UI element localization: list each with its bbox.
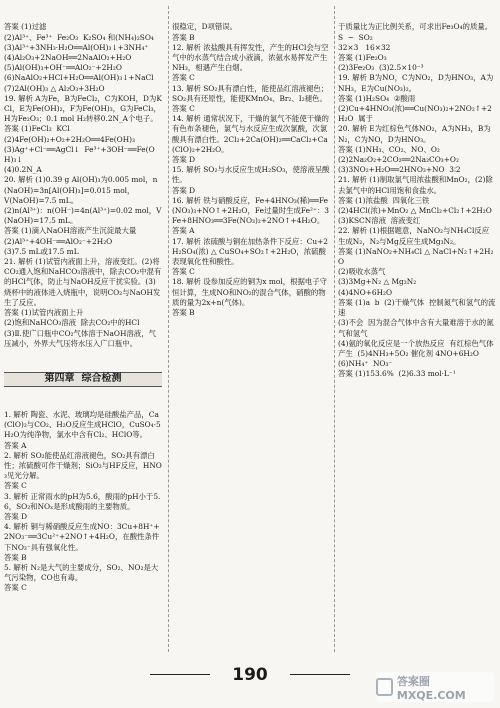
watermark-icon bbox=[376, 678, 393, 696]
footer-rule-left bbox=[150, 674, 210, 675]
page-footer bbox=[150, 664, 350, 686]
page-number: 190 bbox=[232, 665, 268, 685]
left-column-text-bottom: 1. 解析 陶瓷、水泥、玻璃均是硅酸盐产品，Ca(ClO)₂与CO₂、H₂O反应生成HClO，CuSO₄·5H₂O为纯净物，氯水中含有Cl₂、HClO等。 答案 A 2. 解析 SO₂能使品红溶液褪色，SO₂具有漂白性；浓硫酸可作干燥剂；SiO₂与HF反应，HNO₃见光分解。 答案 C 3. 解析 正常雨水的pH为5.6，酸雨的pH小于5.6，SO₂和NOₓ是形成酸雨的主要物质。 答案 D 4. 解析 铜与稀硝酸反应生成NO：3Cu+8H⁺+2NO₃⁻══3Cu²⁺+2NO↑+4H₂O，在酸性条件下NO₃⁻具有强氧化性。 答案 B 5. 解析 N₂是大气的主要成分，SO₂、NO₂是大气污染物，CO也有毒。 答案 C bbox=[4, 409, 162, 593]
watermark-text: 答案圈 MXQE.COM bbox=[396, 674, 466, 702]
watermark-logo bbox=[376, 672, 494, 702]
column-right bbox=[338, 2, 496, 658]
footer-rule-right bbox=[290, 674, 350, 675]
right-column-text: 于质量比为正比例关系，可求出Fe₃O₄的质量。 S ~ SO₂ 32×3 16×32 答案 (1)Fe₂O₃ (2)3Fe₂O₃ (3)2.5×10⁻³ 19. 解析 B为NO，C为NO₂，D为HNO₃，A为NH₃，E为Cu(NO₃)₂。 答案 (1)H₂SO₄ ②酸雨 (2)Cu+4HNO₃(浓)══Cu(NO₃)₂+2NO₂↑+2H₂O 属于 20. 解析 E为红棕色气体NO₂，A为NH₃，B为N₂，C为NO，D为HNO₃。 答案 (1)NH₃、CO₂、NO、O₂ (2)2Na₂O₂+2CO₂══2Na₂CO₃+O₂ (3)3NO₂+H₂O══2HNO₃+NO 3∶2 21. 解析 (1)制取氯气用浓盐酸和MnO₂，(2)除去氯气中的HCl用饱和食盐水。 答案 (1)浓盐酸 四氧化三铁 (2)4HCl(浓)+MnO₂ △ MnCl₂+Cl₂↑+2H₂O (3)KSCN溶液 溶液变红 22. 解析 (1)根据题意，NaNO₂与NH₄Cl反应生成N₂，N₂与Mg反应生成Mg₃N₂。 答案 (1)NaNO₂+NH₄Cl △ NaCl+N₂↑+2H₂O (2)吸收水蒸气 (3)3Mg+N₂ △ Mg₃N₂ (4)4NO+6H₂O 答案 (1)a b (2)干燥气体 控制氮气和氢气的流速 (3)不会 因为混合气体中含有大量难溶于水的氮气和氢气 (4)氨的氧化反应是一个放热反应 有红棕色气体产生 (5)4NH₃+5O₂ 催化剂 4NO+6H₂O (6)NH₄⁺ NO₃⁻ 答案 (1)153.6% (2)6.33 mol·L⁻¹ bbox=[338, 22, 496, 379]
column-divider bbox=[168, 6, 169, 652]
column-divider bbox=[334, 6, 335, 652]
middle-column-text: 很稳定，D项错误。 答案 B 12. 解析 浓盐酸具有挥发性，产生的HCl会与空气中的水蒸气结合成小液滴，浓氨水易挥发产生NH₃，相遇产生白烟。 答案 C 13. 解析 SO₂具有漂白性，能使品红溶液褪色；SO₂具有还原性，能使KMnO₄、Br₂、I₂褪色。 答案 C 14. 解析 通常状况下，干燥的氯气不能使干燥的有色布条褪色，氯气与水反应生成次氯酸，次氯酸具有漂白性。2Cl₂+2Ca(OH)₂══CaCl₂+Ca(ClO)₂+2H₂O。 答案 D 15. 解析 SO₂与水反应生成H₂SO₃，使溶液呈酸性。 答案 D 16. 解析 铁与硝酸反应，Fe+4HNO₃(稀)══Fe(NO₃)₃+NO↑+2H₂O，Fe过量时生成Fe²⁺：3Fe+8HNO₃══3Fe(NO₃)₂+2NO↑+4H₂O。 答案 A 17. 解析 浓硫酸与铜在加热条件下反应：Cu+2H₂SO₄(浓) △ CuSO₄+SO₂↑+2H₂O，浓硫酸表现氧化性和酸性。 答案 C 18. 解析 设参加反应的铜为x mol，根据电子守恒计算，生成NO和NO₂的混合气体，硝酸的物质的量为2x+n(气体)。 答案 B bbox=[172, 22, 330, 318]
column-middle bbox=[172, 2, 330, 658]
left-column-text-top: 答案 (1)过滤 (2)Al³⁺、Fe³⁺ Fe₂O₃ K₂SO₄ 和(NH₄)₂SO₄ (3)Al³⁺+3NH₃·H₂O══Al(OH)₃↓+3NH₄⁺ (4)Al₂O₃+2NaOH══2NaAlO₂+H₂O (5)Al(OH)₃+OH⁻══AlO₂⁻+2H₂O (6)NaAlO₂+HCl+H₂O══Al(OH)₃↓+NaCl (7)2Al(OH)₃ △ Al₂O₃+3H₂O 19. 解析 A为Fe，B为FeCl₂，C为KOH，D为KCl，E为Fe(OH)₂，F为Fe(OH)₃，G为FeCl₃，H为Fe₂O₃；0.1 mol H₂转移0.2N_A个电子。 答案 (1)FeCl₂ KCl (2)4Fe(OH)₂+O₂+2H₂O══4Fe(OH)₃ (3)Ag⁺+Cl⁻══AgCl↓ Fe³⁺+3OH⁻══Fe(OH)₃↓ (4)0.2N_A 20. 解析 (1)0.39 g Al(OH)₃为0.005 mol，n(NaOH)=3n[Al(OH)₃]=0.015 mol， V(NaOH)=7.5 mL。 (2)n(Al³⁺)：n(OH⁻)=4n(Al³⁺)=0.02 mol，V(NaOH)=17.5 mL。 答案 (1)滴入NaOH溶液产生沉淀最大量 (2)Al³⁺+4OH⁻══AlO₂⁻+2H₂O (3)7.5 mL或17.5 mL 21. 解析 (1)试管内液面上升，溶液变红。(2)将CO₂通入饱和NaHCO₃溶液中，除去CO₂中混有的HCl气体，防止与NaOH反应干扰实验。(3)烧杯中的液体进入烧瓶中，说明CO₂与NaOH发生了反应。 答案 (1)试管内液面上升 (2)饱和NaHCO₃溶液 除去CO₂中的HCl (3)Ⅱ.使广口瓶中CO₂气体溶于NaOH溶液，气压减小，外界大气压将水压入广口瓶中。 bbox=[4, 22, 162, 348]
chapter-heading: 第四章 综合检测 bbox=[4, 372, 162, 386]
column-left bbox=[4, 2, 162, 658]
